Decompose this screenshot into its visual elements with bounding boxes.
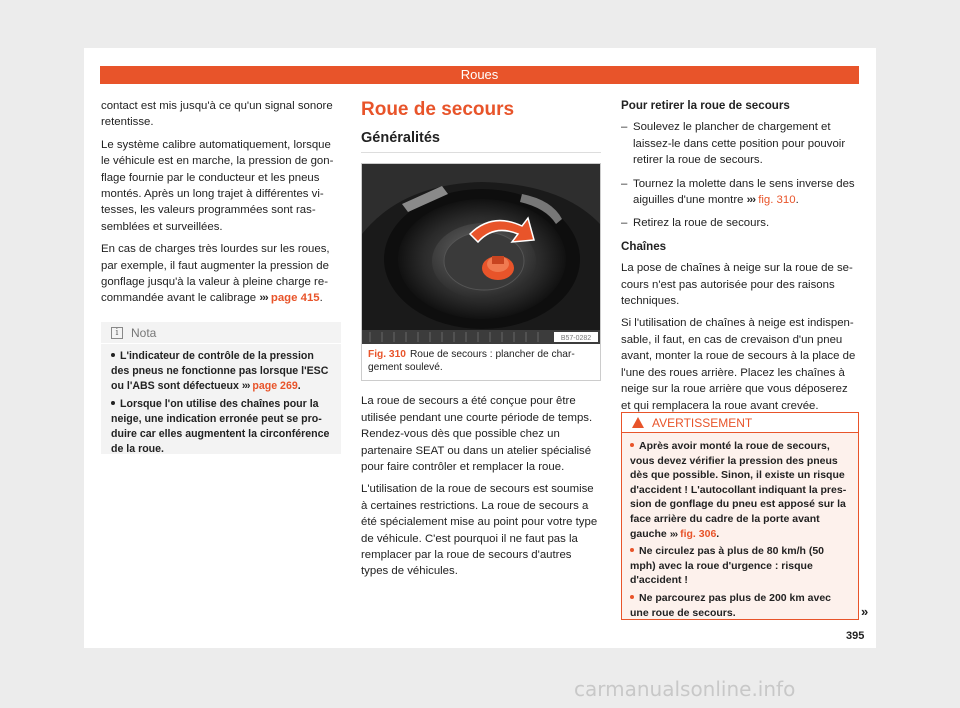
figure-caption-text: Roue de secours : plancher de chargement soulevé. (368, 349, 575, 374)
info-icon: i (111, 327, 123, 339)
paragraph (101, 241, 341, 307)
figure-reference-link[interactable]: fig. 306 (680, 527, 717, 540)
figure (361, 163, 601, 381)
continue-mark: » (861, 604, 869, 619)
step-text: Tournez la molette dans le sens inverse des aiguilles d'une montre (633, 177, 855, 207)
figure-code: B57-0282 (560, 335, 592, 343)
page-header: Roues (100, 66, 859, 84)
column-middle (361, 98, 601, 586)
punctuation: . (795, 194, 799, 207)
punctuation: . (297, 380, 301, 392)
note-header (101, 322, 341, 344)
watermark: carmanualsonline.info (574, 677, 796, 701)
paragraph: La roue de secours a été conçue pour être utilisée pendant une courte période de temps. Rendez-vous dès que possible chez un partenaire SEAT ou dans un atelier spécialisé pour faire contrôler et remplacer la roue. (361, 395, 593, 474)
column-left (101, 98, 341, 313)
warning-box (621, 412, 859, 620)
warning-triangle-icon (632, 417, 644, 428)
note-item-text: Lorsque l'on utilise des chaînes pour la neige, une indication erronée peut se produire car elles augmentent la circonférence de la roue. (111, 398, 330, 455)
note-item-text: L'indicateur de contrôle de la pression des pneus ne fonctionne pas lorsque l'ESC ou l'ABS sont défectueux (111, 350, 329, 392)
reference-arrows: ››› (746, 194, 756, 207)
paragraph: L'utilisation de la roue de secours est soumise à certaines restrictions. La roue de secours a été spécialement mise au point pour votre type de véhicule. C'est pourquoi il ne faut pas la remplacer par la roue de secours d'autres types de véhicules. (361, 483, 598, 578)
warning-body (622, 433, 858, 629)
heading: Pour retirer la roue de secours (621, 99, 790, 112)
warning-item-text: Après avoir monté la roue de secours, vous devez vérifier la pression des pneus dès que possible. Sinon, il existe un risque d'accident ! L'autocollant indiquant la pression de gonflage du pneu est apposé sur la face arrière du cadre de la porte avant gauche (630, 440, 847, 540)
step-item: – Retirez la roue de secours. (621, 215, 859, 231)
bullet-icon (630, 595, 634, 599)
heading: Chaînes (621, 239, 667, 253)
bullet-icon (111, 401, 115, 405)
note-item (111, 397, 331, 457)
punctuation: . (716, 527, 720, 540)
column-right (621, 98, 859, 420)
warning-title: AVERTISSEMENT (652, 415, 753, 430)
spare-wheel-illustration (362, 164, 600, 344)
bullet-icon (111, 353, 115, 357)
figure-number: Fig. 310 (368, 349, 406, 361)
figure-reference-link[interactable]: fig. 310 (758, 194, 796, 207)
reference-arrows: ››› (259, 292, 268, 305)
figure-caption (362, 344, 600, 380)
warning-item (630, 544, 850, 588)
step-item: – Soulevez le plancher de chargement et laissez-le dans cette position pour pouvoir retirer la roue de secours. (621, 119, 859, 168)
reference-arrows: ››› (241, 380, 250, 392)
note-item (111, 349, 331, 394)
page-reference-link[interactable]: page 415 (270, 292, 320, 305)
warning-item-text: Ne circulez pas à plus de 80 km/h (50 mph) avec la roue d'urgence : risque d'accident ! (630, 545, 824, 587)
punctuation: . (319, 292, 323, 305)
bullet-icon (630, 443, 634, 447)
section-title: Roue de secours (361, 99, 515, 120)
page-reference-link[interactable]: page 269 (252, 380, 298, 392)
note-body (101, 344, 341, 465)
warning-header (622, 413, 858, 433)
warning-item-text: Ne parcourez pas plus de 200 km avec une roue de secours. (630, 591, 832, 619)
note-box (101, 322, 341, 454)
note-title: Nota (131, 325, 157, 340)
paragraph: contact est mis jusqu'à ce qu'un signal sonore retentisse. (101, 100, 333, 129)
reference-arrows: ››› (669, 527, 678, 540)
paragraph: La pose de chaînes à neige sur la roue de secours n'est pas autorisée pour des raisons techniques. (621, 262, 853, 308)
paragraph: Le système calibre automatiquement, lorsque le véhicule est en marche, la pression de gonflage fournie par le conducteur et les pneus montés. Après un long trajet à différentes vitesses, les valeurs programmées sont rassemblées et surveillées. (101, 138, 334, 233)
subsection-title: Généralités (361, 130, 601, 153)
page-number: 395 (846, 630, 865, 642)
warning-item (630, 439, 850, 541)
paragraph-text: En cas de charges très lourdes sur les roues, par exemple, il faut augmenter la pression de gonflage jusqu'à la valeur à pleine charge recommandée avant le calibrage (101, 243, 330, 305)
step-item (621, 176, 859, 209)
bullet-icon (630, 548, 634, 552)
paragraph: Si l'utilisation de chaînes à neige est indispensable, il faut, en cas de crevaison d'un pneu avant, monter la roue de secours à la place de l'une des roues arrière. Placez les chaînes à neige sur la roue arrière que vous déposerez et qui remplacera la roue avant crevée. (621, 317, 856, 412)
warning-item (630, 591, 850, 620)
